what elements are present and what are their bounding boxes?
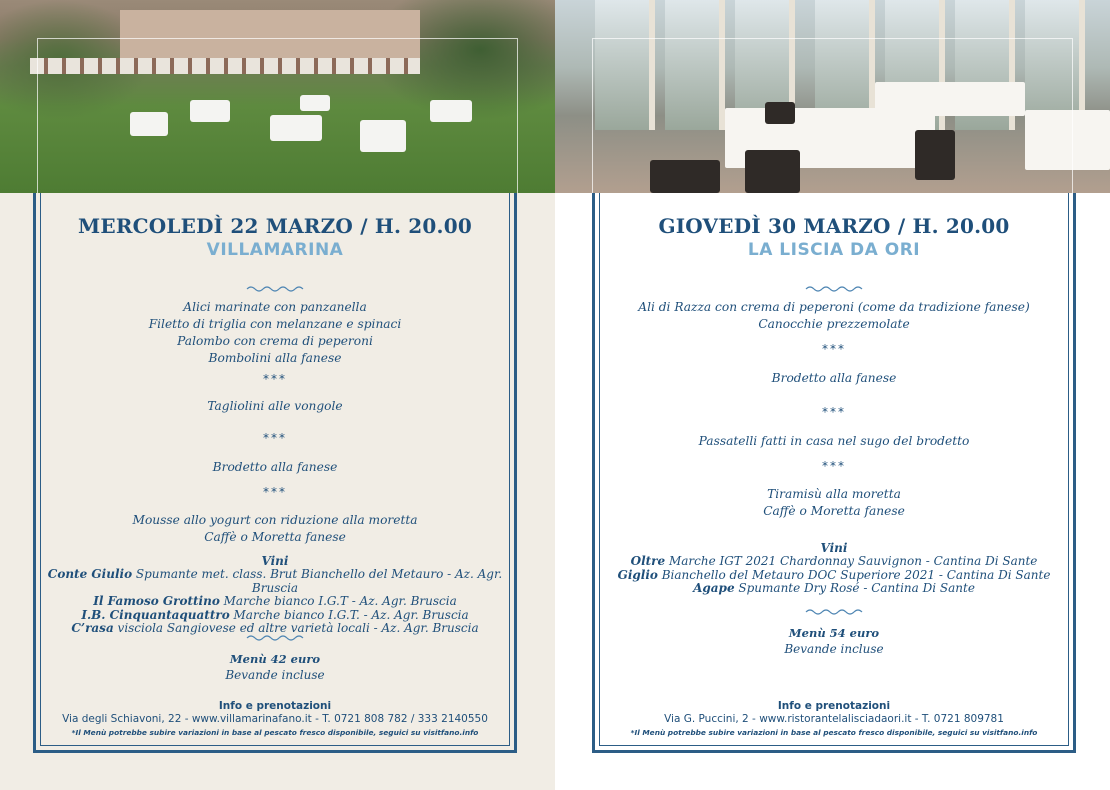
wine-description: Marche bianco I.G.T. - Az. Agr. Bruscia — [229, 607, 469, 622]
wine-description: Marche IGT 2021 Chardonnay Sauvignon - Cantina Di Sante — [665, 554, 1038, 568]
wine-description: Spumante Dry Rosé - Cantina Di Sante — [734, 581, 975, 595]
course-item: Brodetto alla fanese — [212, 460, 338, 474]
course-item: Bombolini alla fanese — [208, 351, 342, 365]
course-separator: *** — [263, 431, 287, 445]
wine-name: I.B. Cinquantaquattro — [81, 607, 230, 622]
info-title: Info e prenotazioni — [218, 700, 332, 712]
wine-name: Giglio — [617, 567, 658, 582]
garden-restaurant-photo — [0, 0, 555, 193]
venue-name: LA LISCIA DA ORI — [747, 240, 921, 260]
contact-info: Via degli Schiavoni, 22 - www.villamarinafano.it - T. 0721 808 782 / 333 2140550 — [62, 713, 488, 725]
wine-item — [595, 569, 1073, 583]
course-item: Palombo con crema di peperoni — [177, 334, 373, 348]
wine-item — [36, 609, 514, 623]
right-menu-panel — [555, 0, 1110, 790]
course-item: Tiramisù alla moretta — [767, 487, 901, 501]
wine-description: visciola Sangiovese ed altre varietà locali - Az. Agr. Bruscia — [113, 621, 479, 635]
course-item: Alici marinate con panzanella — [183, 300, 367, 314]
course-separator: *** — [822, 342, 846, 356]
course-separator: *** — [822, 405, 846, 419]
wave-divider-icon — [246, 633, 304, 643]
course-separator: *** — [263, 372, 287, 386]
photo-frame-line — [37, 38, 518, 193]
indoor-restaurant-photo — [555, 0, 1110, 193]
course-item: Brodetto alla fanese — [771, 371, 897, 385]
course-item: Mousse allo yogurt con riduzione alla moretta — [132, 513, 418, 527]
menu-price: Menù 42 euro — [229, 652, 321, 666]
event-date: GIOVEDÌ 30 MARZO / H. 20.00 — [658, 214, 1010, 238]
venue-name: VILLAMARINA — [206, 240, 344, 260]
course-separator: *** — [263, 485, 287, 499]
course-item: Caffè o Moretta fanese — [204, 530, 346, 544]
course-item: Passatelli fatti in casa nel sugo del brodetto — [698, 434, 970, 448]
wave-divider-icon — [805, 284, 863, 294]
wine-item — [595, 555, 1073, 569]
course-item: Tagliolini alle vongole — [207, 399, 343, 413]
wines-title: Vini — [261, 554, 289, 568]
photo-frame-line — [592, 38, 1073, 193]
wine-name: Il Famoso Grottino — [93, 594, 220, 608]
wine-item — [36, 568, 514, 595]
wine-name: Agape — [693, 581, 735, 595]
wine-item — [36, 595, 514, 609]
course-item: Canocchie prezzemolate — [758, 317, 910, 331]
disclaimer-note: *Il Menù potrebbe subire variazioni in base al pescato fresco disponibile, seguici su visitfano.info — [71, 728, 479, 737]
drinks-note: Bevande incluse — [784, 642, 884, 656]
wine-name: C’rasa — [71, 621, 114, 635]
wine-item — [595, 582, 1073, 596]
wine-description: Spumante met. class. Brut Bianchello del Metauro - Az. Agr. Bruscia — [132, 567, 503, 595]
wave-divider-icon — [805, 607, 863, 617]
course-separator: *** — [822, 459, 846, 473]
disclaimer-note: *Il Menù potrebbe subire variazioni in base al pescato fresco disponibile, seguici su visitfano.info — [630, 728, 1038, 737]
course-item: Filetto di triglia con melanzane e spinaci — [148, 317, 402, 331]
info-title: Info e prenotazioni — [777, 700, 891, 712]
event-date: MERCOLEDÌ 22 MARZO / H. 20.00 — [78, 214, 472, 238]
drinks-note: Bevande incluse — [225, 668, 325, 682]
wine-description: Marche bianco I.G.T - Az. Agr. Bruscia — [219, 594, 457, 608]
course-item: Ali di Razza con crema di peperoni (come da tradizione fanese) — [638, 300, 1030, 314]
wine-name: Oltre — [630, 554, 666, 568]
menu-price: Menù 54 euro — [788, 626, 880, 640]
wine-description: Bianchello del Metauro DOC Superiore 2021 - Cantina Di Sante — [657, 567, 1051, 582]
wines-title: Vini — [820, 541, 848, 555]
wine-name: Conte Giulio — [47, 567, 133, 581]
contact-info: Via G. Puccini, 2 - www.ristorantelalisciadaori.it - T. 0721 809781 — [664, 713, 1004, 725]
wave-divider-icon — [246, 284, 304, 294]
course-item: Caffè o Moretta fanese — [763, 504, 905, 518]
